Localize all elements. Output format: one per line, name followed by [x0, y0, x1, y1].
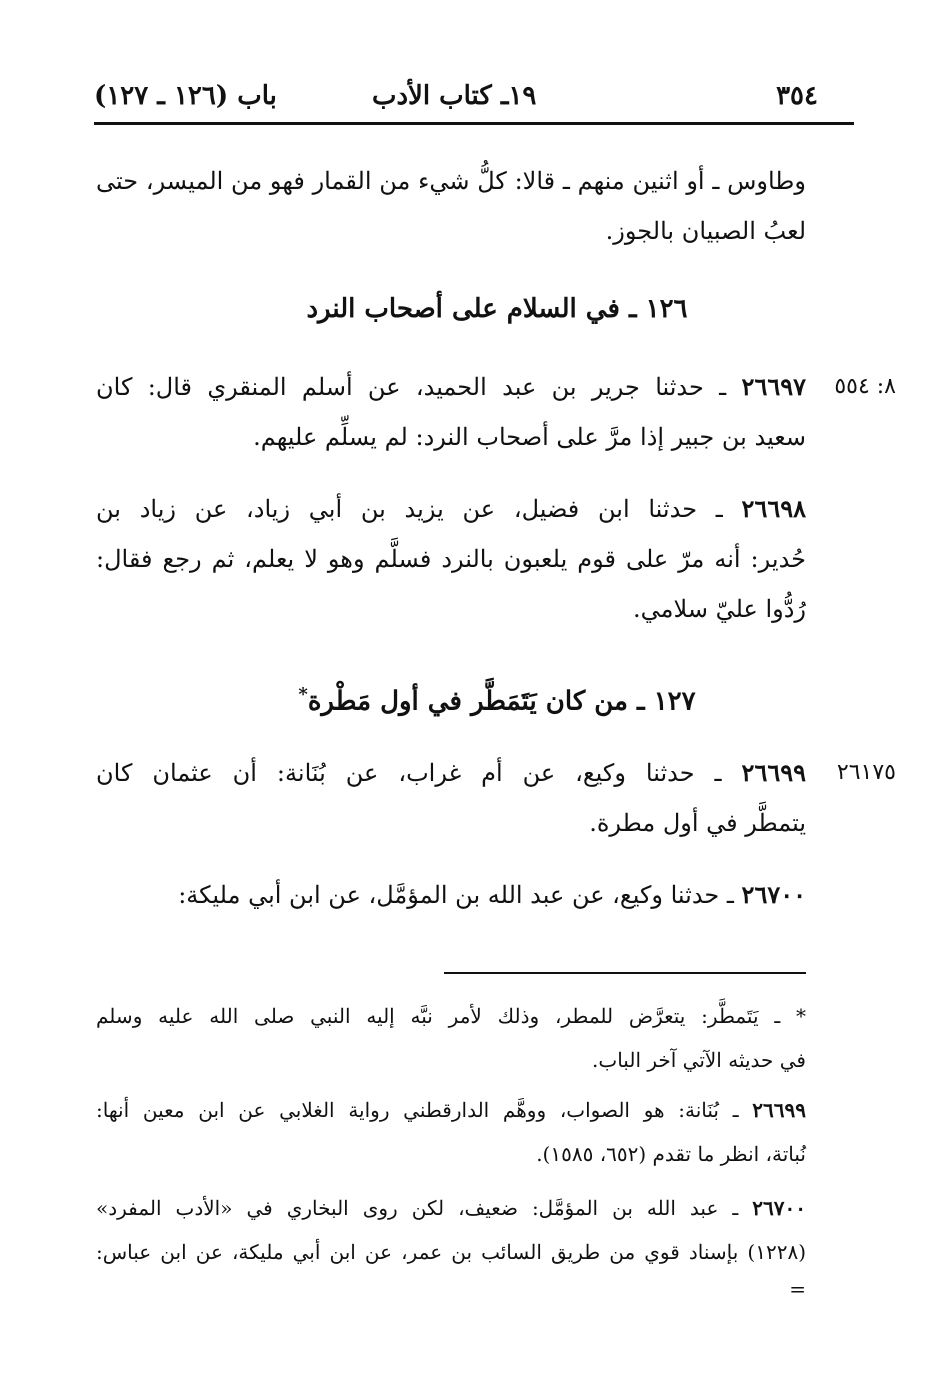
intro-paragraph	[96, 156, 806, 256]
footnote-line: * ـ يَتَمطَّر: يتعرَّض للمطر، وذلك لأمر نبَّه إليه النبي صلى الله عليه وسلم	[96, 1004, 806, 1028]
hadith-26700	[96, 870, 806, 920]
footnote-text: ـ عبد الله بن المؤمَّل: ضعيف، لكن روى البخاري في «الأدب المفرد»	[96, 1196, 753, 1220]
hadith-number: ٢٦٦٩٨	[741, 494, 806, 523]
hadith-number: ٢٦٧٠٠	[741, 880, 806, 909]
text-line	[96, 484, 806, 534]
text-line	[96, 748, 806, 798]
margin-reference: ٢٦١٧٥	[836, 760, 896, 785]
section-heading-126: ١٢٦ ـ في السلام على أصحاب النرد	[306, 294, 688, 324]
hadith-26697	[96, 362, 806, 462]
footnote-line	[96, 1186, 806, 1230]
footnote-number: ٢٦٦٩٩	[752, 1098, 806, 1122]
text-line: رُدُّوا عليّ سلامي.	[633, 595, 806, 623]
hadith-text: ـ حدثنا جرير بن عبد الحميد، عن أسلم المنقري قال: كان	[96, 373, 742, 401]
text-line: سعيد بن جبير إذا مرَّ على أصحاب النرد: لم يسلِّم عليهم.	[253, 423, 806, 451]
footnote-line: في حديثه الآتي آخر الباب.	[592, 1048, 806, 1072]
footnote-number: ٢٦٧٠٠	[752, 1196, 806, 1220]
footnote-separator	[444, 972, 806, 974]
continuation-mark: =	[789, 1277, 806, 1301]
footnote-2	[96, 1088, 806, 1176]
footnote-3	[96, 1186, 806, 1304]
footnote-1	[96, 994, 806, 1082]
hadith-number: ٢٦٦٩٩	[741, 758, 806, 787]
footnote-line	[96, 1088, 806, 1132]
text-line: لعبُ الصبيان بالجوز.	[605, 217, 806, 245]
hadith-number: ٢٦٦٩٧	[741, 372, 806, 401]
hadith-text: ـ حدثنا ابن فضيل، عن يزيد بن أبي زياد، عن زياد بن	[96, 495, 742, 523]
text-line	[96, 362, 806, 412]
footnote-line: (١٢٢٨) بإسناد قوي من طريق السائب بن عمر، عن ابن أبي مليكة، عن ابن عباس:	[96, 1240, 806, 1264]
footnote-marker: *	[298, 684, 308, 705]
hadith-26699	[96, 748, 806, 848]
footnote-line: نُباتة، انظر ما تقدم (٦٥٢، ١٥٨٥).	[536, 1142, 806, 1166]
page-number: ٣٥٤	[776, 81, 818, 111]
section-heading-127	[142, 670, 852, 727]
text-line: حُدير: أنه مرّ على قوم يلعبون بالنرد فسلَّم وهو لا يعلم، ثم رجع فقال:	[96, 545, 806, 573]
text-line: يتمطَّر في أول مطرة.	[589, 809, 806, 837]
hadith-26698	[96, 484, 806, 634]
hadith-text: ـ حدثنا وكيع، عن عبد الله بن المؤمَّل، عن ابن أبي مليكة:	[178, 881, 742, 909]
text-line: وطاوس ـ أو اثنين منهم ـ قالا: كلُّ شيء من القمار فهو من الميسر، حتى	[96, 167, 806, 195]
text-line	[96, 870, 806, 920]
chapter-range: باب (١٢٦ ـ ١٢٧)	[94, 81, 277, 111]
header-rule	[94, 122, 854, 125]
heading-text: ١٢٧ ـ من كان يَتَمَطَّر في أول مَطْرة	[307, 686, 696, 717]
book-title: ١٩ـ كتاب الأدب	[372, 81, 537, 111]
footnote-text: ـ بُنَانة: هو الصواب، ووهَّم الدارقطني رواية الغلابي عن ابن معين أنها:	[96, 1098, 753, 1122]
margin-reference: ٨: ٥٥٤	[834, 374, 896, 399]
hadith-text: ـ حدثنا وكيع، عن أم غراب، عن بُنَانة: أن عثمان كان	[96, 759, 742, 787]
